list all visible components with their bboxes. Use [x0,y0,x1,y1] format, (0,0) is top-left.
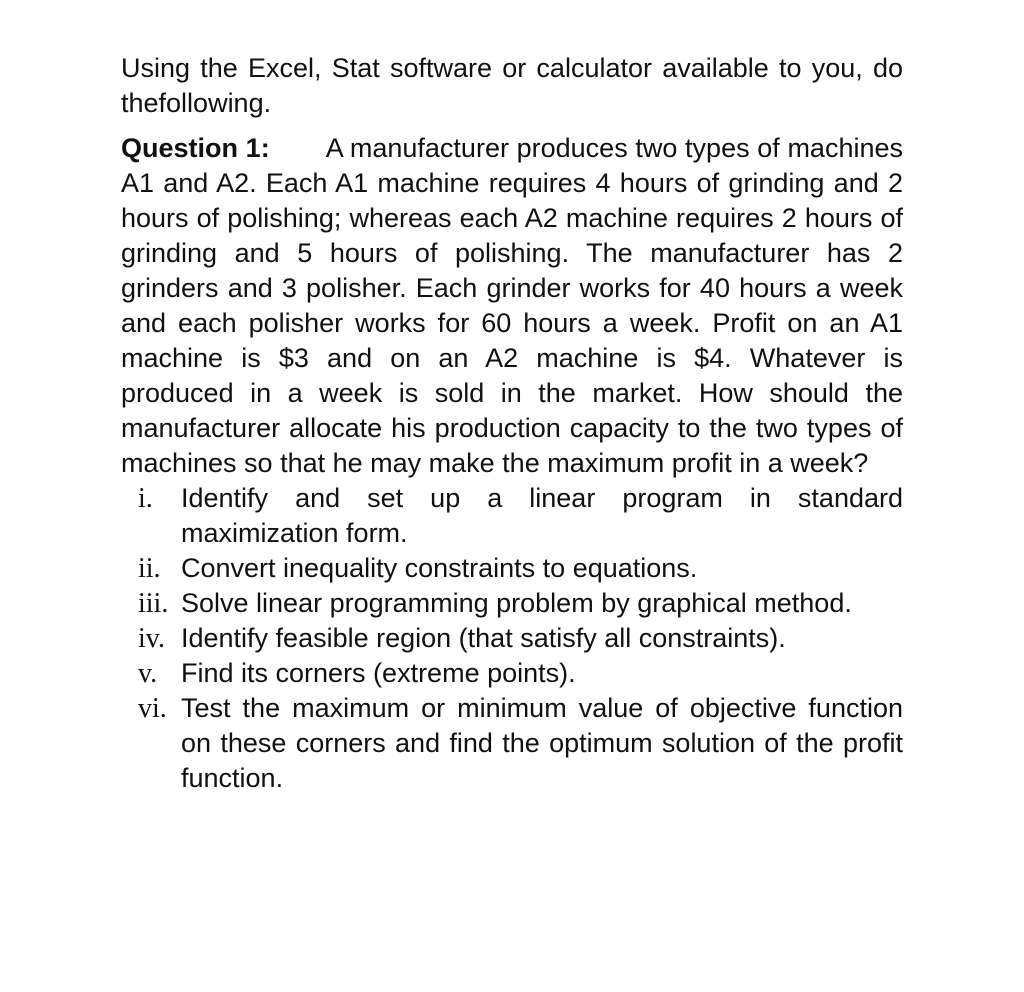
question-paragraph [121,131,903,481]
task-item [121,691,903,796]
question-text: A manufacturer produces two types of machines A1 and A2. Each A1 machine requires 4 hours of grinding and 2 hours of polishing; whereas each A2 machine requires 2 hours of grinding and 5 hours of polishing. The manufacturer has 2 grinders and 3 polisher. Each grinder works for 40 hours a week and each polisher works for 60 hours a week. Profit on an A1 machine is $3 and on an A2 machine is $4. Whatever is produced in a week is sold in the market. How should the manufacturer allocate his production capacity to the two types of machines so that he may make the maximum profit in a week? [121,133,903,478]
intro-paragraph: Using the Excel, Stat software or calculator available to you, do thefollowing. [121,53,903,118]
task-text: Find its corners (extreme points). [181,658,576,688]
task-text: Identify and set up a linear program in standard maximization form. [181,483,903,548]
task-marker: ii. [138,553,161,584]
task-item [121,551,903,586]
task-text: Identify feasible region (that satisfy all constraints). [181,623,786,653]
task-text: Test the maximum or minimum value of objective function on these corners and find the optimum solution of the profit function. [181,693,903,793]
task-list [121,481,903,796]
task-marker: i. [138,483,153,514]
question-label: Question 1: [121,133,270,163]
task-marker: v. [138,658,158,689]
document-body [121,51,903,796]
task-text: Solve linear programming problem by graphical method. [181,588,852,618]
task-text: Convert inequality constraints to equations. [181,553,698,583]
task-marker: vi. [138,693,167,724]
task-item [121,481,903,551]
task-marker: iv. [138,623,165,654]
task-item [121,621,903,656]
task-item [121,656,903,691]
task-marker: iii. [138,588,169,619]
task-item [121,586,903,621]
